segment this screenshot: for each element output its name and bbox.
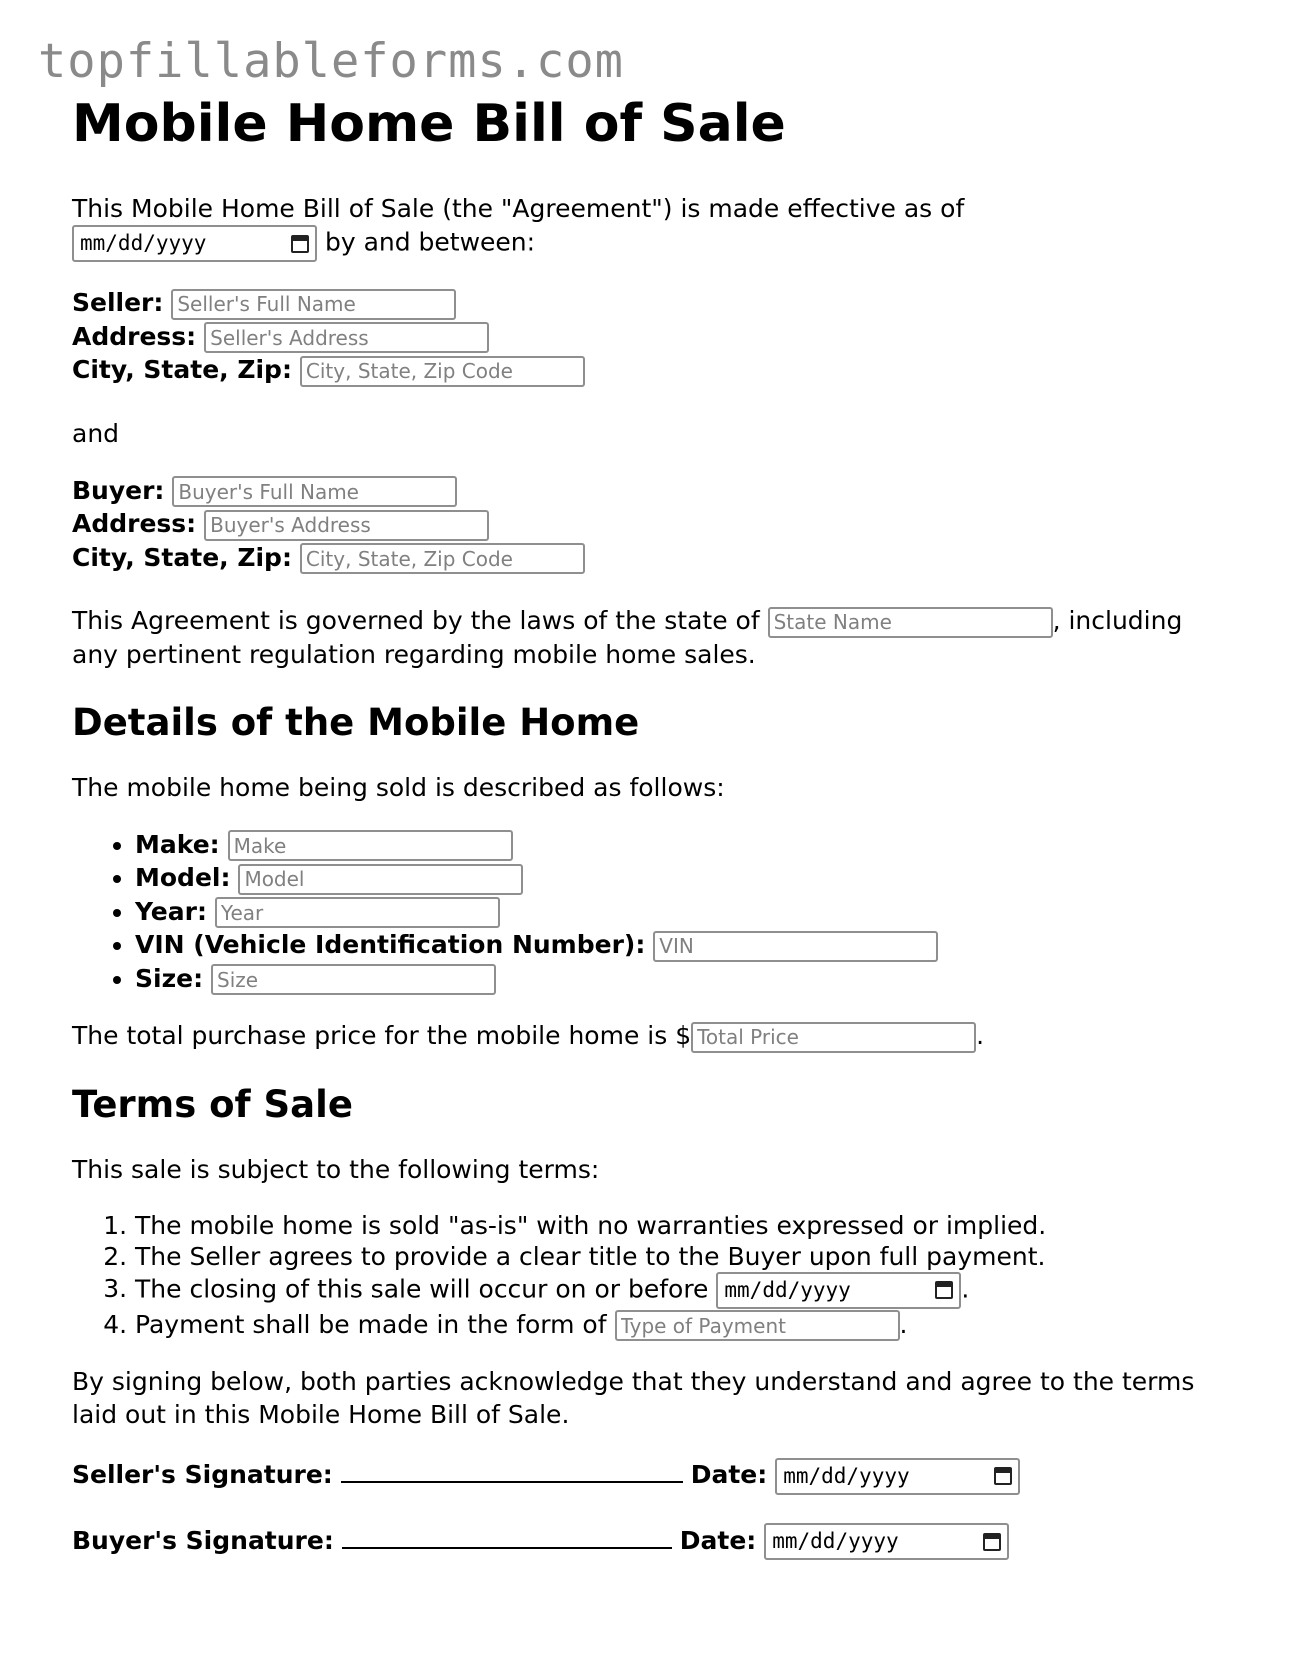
calendar-icon[interactable] — [935, 1281, 953, 1299]
make-input[interactable] — [228, 830, 513, 861]
model-input[interactable] — [238, 864, 523, 895]
size-input[interactable] — [211, 964, 496, 995]
make-label: Make: — [135, 829, 220, 859]
state-input[interactable] — [768, 607, 1053, 638]
document-body — [72, 94, 1232, 1586]
list-item — [135, 1241, 1232, 1272]
list-item — [135, 895, 1232, 929]
buyer-signature-label: Buyer's Signature: — [72, 1525, 334, 1555]
term-3-text-after: . — [961, 1274, 970, 1303]
effective-date-input[interactable] — [72, 225, 317, 262]
calendar-icon[interactable] — [983, 1533, 1001, 1551]
year-label: Year: — [135, 896, 207, 926]
list-item — [135, 1309, 1232, 1342]
term-4-text-after: . — [899, 1309, 908, 1339]
intro-text-after: by and between: — [324, 227, 536, 257]
buyer-date-label: Date: — [679, 1525, 757, 1555]
list-item — [135, 928, 1232, 962]
buyer-address-input[interactable] — [204, 510, 489, 541]
model-label: Model: — [135, 863, 231, 892]
buyer-date-input[interactable] — [764, 1523, 1009, 1560]
terms-heading: Terms of Sale — [72, 1082, 353, 1126]
details-intro: The mobile home being sold is described as follows: — [72, 772, 725, 802]
buyer-block — [72, 474, 1232, 575]
price-text-after: . — [976, 1021, 985, 1050]
buyer-address-label: Address: — [72, 509, 197, 538]
seller-date-input[interactable] — [775, 1458, 1020, 1495]
terms-intro: This sale is subject to the following terms: — [72, 1154, 600, 1184]
payment-type-input[interactable] — [615, 1310, 900, 1341]
seller-date-label: Date: — [690, 1460, 768, 1489]
price-paragraph — [72, 1019, 1232, 1053]
details-list — [72, 828, 1232, 996]
total-price-input[interactable] — [691, 1022, 976, 1053]
governing-text-before: This Agreement is governed by the laws of the state of — [72, 606, 760, 635]
list-item — [135, 828, 1232, 862]
size-label: Size: — [135, 963, 204, 993]
year-input[interactable] — [215, 897, 500, 928]
calendar-icon[interactable] — [291, 235, 309, 253]
governing-text-after: , including any pertinent regulation regarding mobile home sales. — [72, 606, 1183, 669]
seller-signature-row — [72, 1455, 1232, 1495]
watermark: topfillableforms.com — [38, 34, 624, 89]
list-item — [135, 962, 1232, 996]
buyer-name-label: Buyer: — [72, 475, 165, 505]
term-1-text: The mobile home is sold "as-is" with no warranties expressed or implied. — [135, 1210, 1047, 1240]
list-item — [135, 1210, 1232, 1241]
term-2-text: The Seller agrees to provide a clear title to the Buyer upon full payment. — [135, 1241, 1046, 1271]
vin-input[interactable] — [653, 931, 938, 962]
closing-date-input[interactable] — [716, 1272, 961, 1309]
governing-paragraph — [72, 604, 1232, 671]
term-3-text-before: The closing of this sale will occur on or before — [135, 1274, 709, 1303]
term-4-text-before: Payment shall be made in the form of — [135, 1309, 607, 1339]
vin-label: VIN (Vehicle Identification Number): — [135, 930, 646, 959]
intro-paragraph — [72, 192, 1232, 262]
calendar-icon[interactable] — [994, 1467, 1012, 1485]
seller-signature-label: Seller's Signature: — [72, 1460, 333, 1489]
seller-csz-label: City, State, Zip: — [72, 355, 292, 384]
price-text-before: The total purchase price for the mobile home is $ — [72, 1021, 692, 1050]
terms-list — [72, 1210, 1232, 1342]
seller-address-label: Address: — [72, 321, 197, 351]
intro-text-before: This Mobile Home Bill of Sale (the "Agreement") is made effective as of — [72, 194, 965, 223]
buyer-csz-input[interactable] — [300, 543, 585, 574]
page-title: Mobile Home Bill of Sale — [72, 94, 786, 154]
and-text: and — [72, 418, 120, 448]
seller-name-label: Seller: — [72, 288, 164, 317]
list-item — [135, 1272, 1232, 1309]
acknowledge-paragraph: By signing below, both parties acknowledge that they understand and agree to the terms laid out in this Mobile Home Bill of Sale. — [72, 1367, 1195, 1429]
buyer-signature-line[interactable] — [342, 1521, 672, 1549]
seller-block — [72, 286, 1232, 387]
closing-date-placeholder: mm/dd/yyyy — [724, 1277, 851, 1302]
seller-signature-line[interactable] — [341, 1455, 683, 1483]
seller-address-input[interactable] — [204, 322, 489, 353]
buyer-signature-row — [72, 1521, 1232, 1561]
list-item — [135, 861, 1232, 895]
seller-name-input[interactable] — [171, 289, 456, 320]
details-heading: Details of the Mobile Home — [72, 700, 640, 744]
buyer-csz-label: City, State, Zip: — [72, 542, 292, 572]
buyer-date-placeholder: mm/dd/yyyy — [772, 1529, 899, 1553]
buyer-name-input[interactable] — [172, 476, 457, 507]
effective-date-placeholder: mm/dd/yyyy — [80, 231, 207, 255]
seller-date-placeholder: mm/dd/yyyy — [783, 1463, 910, 1488]
seller-csz-input[interactable] — [300, 356, 585, 387]
